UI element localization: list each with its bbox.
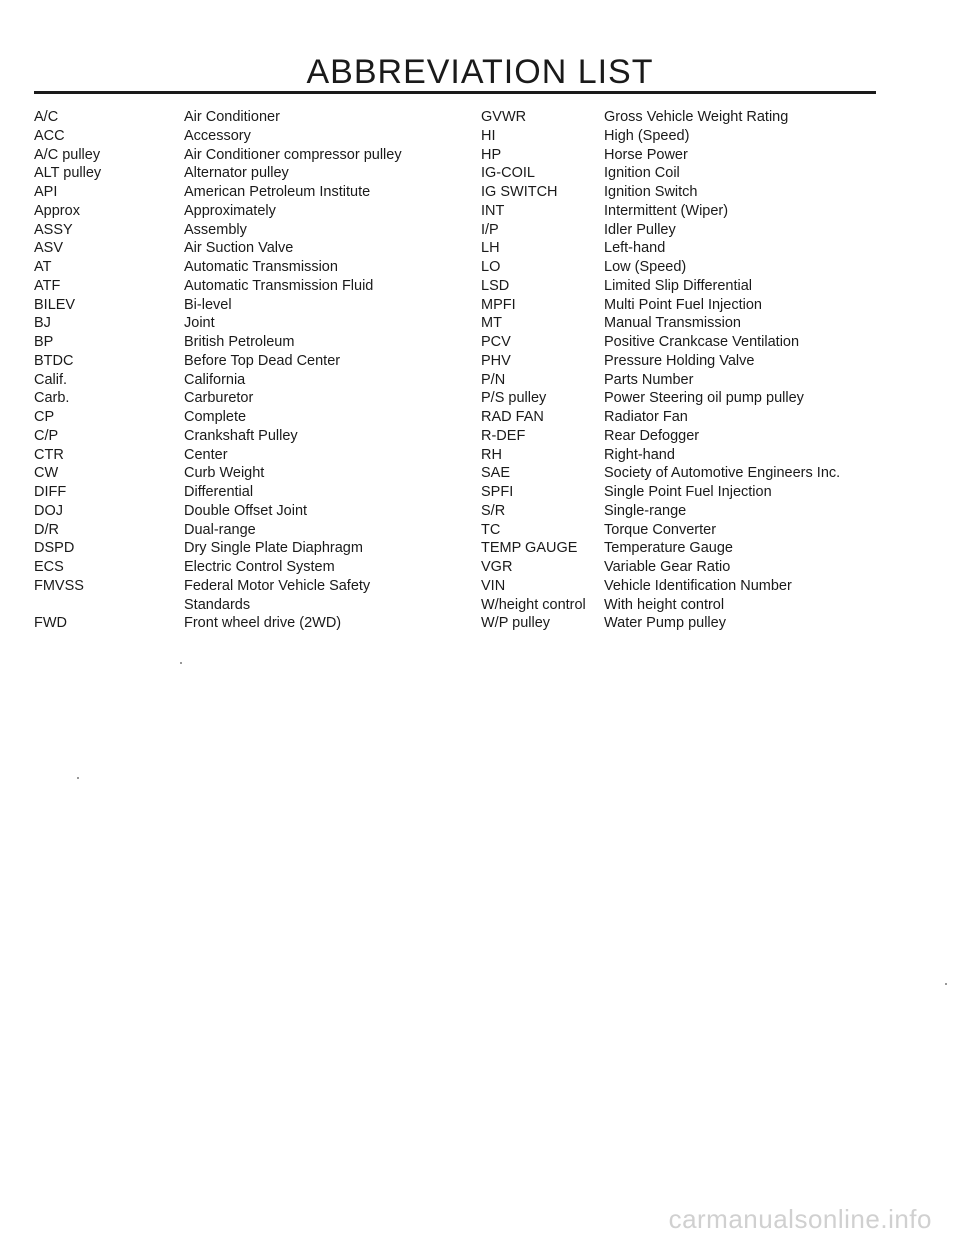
abbreviation-term: W/P pulley: [481, 615, 551, 632]
title-rule: [34, 91, 876, 94]
abbreviation-definition: Air Suction Valve: [184, 240, 294, 257]
abbreviation-term: D/R: [34, 521, 59, 538]
abbreviation-definition: Complete: [184, 409, 247, 425]
abbreviation-row: [34, 371, 464, 390]
abbreviation-definition: High (Speed): [604, 127, 690, 144]
abbreviation-term: A/C: [34, 109, 59, 125]
abbreviation-term: AT: [34, 259, 52, 275]
abbreviation-row: [481, 314, 921, 333]
abbreviation-row: [34, 108, 464, 127]
abbreviation-row: [34, 239, 464, 258]
abbreviation-definition: Limited Slip Differential: [604, 277, 753, 294]
abbreviation-term: S/R: [481, 502, 506, 519]
abbreviation-term: LO: [481, 259, 501, 275]
abbreviation-definition: Gross Vehicle Weight Rating: [604, 109, 789, 125]
abbreviation-row: [481, 389, 921, 408]
abbreviation-term: DOJ: [34, 502, 63, 519]
abbreviation-definition: Automatic Transmission: [184, 259, 338, 275]
abbreviation-definition: Front wheel drive (2WD): [184, 615, 342, 632]
abbreviation-row: [34, 596, 464, 615]
abbreviation-term: RH: [481, 446, 502, 463]
abbreviation-row: [481, 502, 921, 521]
abbreviation-term: VIN: [481, 577, 506, 594]
abbreviation-term: IG-COIL: [481, 165, 535, 182]
abbreviation-term: CP: [34, 409, 55, 425]
abbreviation-term: ATF: [34, 277, 61, 294]
abbreviation-definition: Federal Motor Vehicle Safety: [184, 577, 371, 594]
abbreviation-term: RAD FAN: [481, 409, 544, 425]
abbreviation-row: [34, 164, 464, 183]
abbreviation-row: [34, 314, 464, 333]
page-title: ABBREVIATION LIST: [306, 53, 654, 91]
abbreviation-definition: Right-hand: [604, 446, 675, 463]
abbreviation-term: API: [34, 184, 58, 200]
abbreviation-row: [34, 296, 464, 315]
abbreviation-term: BJ: [34, 315, 51, 332]
abbreviation-definition: Power Steering oil pump pulley: [604, 390, 804, 407]
abbreviation-row: [481, 108, 921, 127]
abbreviation-term: Approx: [34, 202, 80, 219]
abbreviation-row: [481, 558, 921, 577]
abbreviation-row: [34, 427, 464, 446]
abbreviation-row: [481, 483, 921, 502]
abbreviation-definition: British Petroleum: [184, 334, 295, 350]
abbreviation-term: IG SWITCH: [481, 184, 558, 200]
abbreviation-definition: Parts Number: [604, 371, 694, 388]
abbreviation-row: [481, 614, 921, 633]
abbreviation-row: [481, 127, 921, 146]
abbreviation-term: CW: [34, 465, 59, 482]
abbreviation-definition: Water Pump pulley: [604, 615, 726, 632]
abbreviation-definition: Before Top Dead Center: [184, 352, 341, 369]
abbreviation-term: LH: [481, 240, 500, 257]
abbreviation-row: [34, 202, 464, 221]
abbreviation-definition: Accessory: [184, 127, 251, 144]
abbreviation-term: ACC: [34, 127, 65, 144]
abbreviation-row: [481, 164, 921, 183]
abbreviation-row: [34, 352, 464, 371]
abbreviation-row: [481, 277, 921, 296]
abbreviation-row: [481, 333, 921, 352]
abbreviation-definition: Electric Control System: [184, 559, 335, 575]
abbreviation-term: P/N: [481, 371, 506, 388]
abbreviation-definition: Dual-range: [184, 521, 256, 538]
abbreviation-term: P/S pulley: [481, 390, 547, 407]
abbreviation-row: [481, 464, 921, 483]
abbreviation-row: [34, 408, 464, 427]
abbreviation-definition: Torque Converter: [604, 521, 717, 538]
abbreviation-term: ASV: [34, 240, 64, 257]
abbreviation-definition: Carburetor: [184, 390, 254, 407]
abbreviation-term: BILEV: [34, 296, 76, 313]
abbreviation-term: W/height control: [481, 596, 586, 613]
abbreviation-definition: Temperature Gauge: [604, 540, 733, 557]
abbreviation-row: [481, 521, 921, 540]
abbreviation-definition: Variable Gear Ratio: [604, 559, 731, 575]
abbreviation-definition: Idler Pulley: [604, 221, 676, 238]
abbreviation-row: [34, 577, 464, 596]
abbreviation-definition: Approximately: [184, 202, 276, 219]
abbreviation-definition: Multi Point Fuel Injection: [604, 296, 762, 313]
abbreviation-definition: Double Offset Joint: [184, 502, 308, 519]
abbreviation-term: GVWR: [481, 109, 527, 125]
abbreviation-row: [34, 389, 464, 408]
abbreviation-term: MT: [481, 315, 502, 332]
abbreviation-definition: Radiator Fan: [604, 409, 688, 425]
abbreviation-row: [481, 221, 921, 240]
abbreviation-row: [34, 521, 464, 540]
abbreviation-definition: Center: [184, 446, 228, 463]
abbreviation-row: [481, 408, 921, 427]
watermark-text: carmanualsonline.info: [668, 1204, 932, 1234]
abbreviation-term: MPFI: [481, 296, 516, 313]
abbreviation-term: A/C pulley: [34, 146, 101, 163]
abbreviation-row: [481, 539, 921, 558]
abbreviation-term: C/P: [34, 427, 59, 444]
abbreviation-term: PHV: [481, 352, 511, 369]
abbreviation-term: BTDC: [34, 352, 74, 369]
abbreviation-definition: Vehicle Identification Number: [604, 577, 792, 594]
abbreviation-row: [481, 202, 921, 221]
abbreviation-row: [34, 183, 464, 202]
scan-speck: [945, 983, 947, 985]
abbreviation-definition: Assembly: [184, 221, 247, 238]
abbreviation-row: [34, 464, 464, 483]
abbreviation-definition: Society of Automotive Engineers Inc.: [604, 465, 841, 482]
abbreviation-term: PCV: [481, 334, 511, 350]
abbreviation-row: [481, 296, 921, 315]
abbreviation-definition: Crankshaft Pulley: [184, 427, 298, 444]
abbreviation-term: ALT pulley: [34, 165, 102, 182]
abbreviation-row: [34, 558, 464, 577]
abbreviation-row: [34, 614, 464, 633]
abbreviation-row: [481, 146, 921, 165]
abbreviation-row: [34, 277, 464, 296]
abbreviation-term: HI: [481, 127, 496, 144]
abbreviation-definition: Intermittent (Wiper): [604, 202, 729, 219]
abbreviation-definition: Ignition Switch: [604, 184, 698, 200]
abbreviation-term: SAE: [481, 465, 511, 482]
abbreviation-row: [34, 258, 464, 277]
abbreviation-definition: Alternator pulley: [184, 165, 289, 182]
abbreviation-term: DSPD: [34, 540, 75, 557]
abbreviation-term: SPFI: [481, 484, 514, 500]
abbreviation-row: [481, 446, 921, 465]
abbreviation-definition: Air Conditioner compressor pulley: [184, 146, 402, 163]
abbreviation-definition: Single Point Fuel Injection: [604, 484, 772, 500]
abbreviation-row: [481, 183, 921, 202]
abbreviation-row: [481, 371, 921, 390]
abbreviation-definition: Joint: [184, 315, 215, 332]
abbreviation-term: R-DEF: [481, 427, 526, 444]
abbreviation-term: LSD: [481, 277, 510, 294]
abbreviation-term: VGR: [481, 559, 513, 575]
abbreviation-term: FWD: [34, 615, 68, 632]
abbreviation-definition: Dry Single Plate Diaphragm: [184, 540, 363, 557]
abbreviation-definition: With height control: [604, 596, 725, 613]
abbreviation-row: [34, 333, 464, 352]
abbreviation-row: [34, 127, 464, 146]
abbreviation-term: TEMP GAUGE: [481, 540, 578, 557]
abbreviation-row: [481, 239, 921, 258]
abbreviation-row: [481, 596, 921, 615]
abbreviation-definition: Differential: [184, 484, 254, 500]
abbreviation-term: CTR: [34, 446, 64, 463]
abbreviation-definition: California: [184, 371, 246, 388]
abbreviation-definition: Single-range: [604, 502, 687, 519]
abbreviation-definition: Horse Power: [604, 146, 688, 163]
abbreviation-term: Calif.: [34, 371, 68, 388]
abbreviation-term: FMVSS: [34, 577, 84, 594]
abbreviation-row: [34, 502, 464, 521]
abbreviation-definition: Rear Defogger: [604, 427, 700, 444]
abbreviation-column-left: [34, 108, 464, 633]
scan-speck: [77, 777, 79, 779]
abbreviation-row: [481, 427, 921, 446]
abbreviation-definition: Bi-level: [184, 296, 232, 313]
abbreviation-definition: Air Conditioner: [184, 109, 280, 125]
abbreviation-term: DIFF: [34, 484, 67, 500]
abbreviation-row: [481, 352, 921, 371]
abbreviation-definition: American Petroleum Institute: [184, 184, 371, 200]
abbreviation-definition: Positive Crankcase Ventilation: [604, 334, 800, 350]
abbreviation-term: INT: [481, 202, 505, 219]
abbreviation-definition: Pressure Holding Valve: [604, 352, 755, 369]
abbreviation-definition: Ignition Coil: [604, 165, 680, 182]
abbreviation-row: [34, 483, 464, 502]
abbreviation-term: I/P: [481, 221, 499, 238]
abbreviation-row: [34, 146, 464, 165]
abbreviation-definition: Low (Speed): [604, 259, 687, 275]
abbreviation-column-right: [481, 108, 921, 633]
abbreviation-row: [34, 539, 464, 558]
abbreviation-row: [34, 221, 464, 240]
abbreviation-definition: Left-hand: [604, 240, 666, 257]
scan-speck: [180, 662, 182, 664]
abbreviation-term: TC: [481, 521, 501, 538]
abbreviation-definition: Manual Transmission: [604, 315, 741, 332]
abbreviation-term: BP: [34, 334, 54, 350]
abbreviation-term: [34, 596, 184, 615]
abbreviation-term: ASSY: [34, 221, 73, 238]
abbreviation-definition: Automatic Transmission Fluid: [184, 277, 374, 294]
abbreviation-row: [481, 258, 921, 277]
abbreviation-row: [34, 446, 464, 465]
abbreviation-definition: Curb Weight: [184, 465, 265, 482]
abbreviation-row: [481, 577, 921, 596]
abbreviation-term: HP: [481, 146, 502, 163]
abbreviation-term: Carb.: [34, 390, 70, 407]
abbreviation-definition: Standards: [184, 596, 251, 613]
abbreviation-term: ECS: [34, 559, 64, 575]
